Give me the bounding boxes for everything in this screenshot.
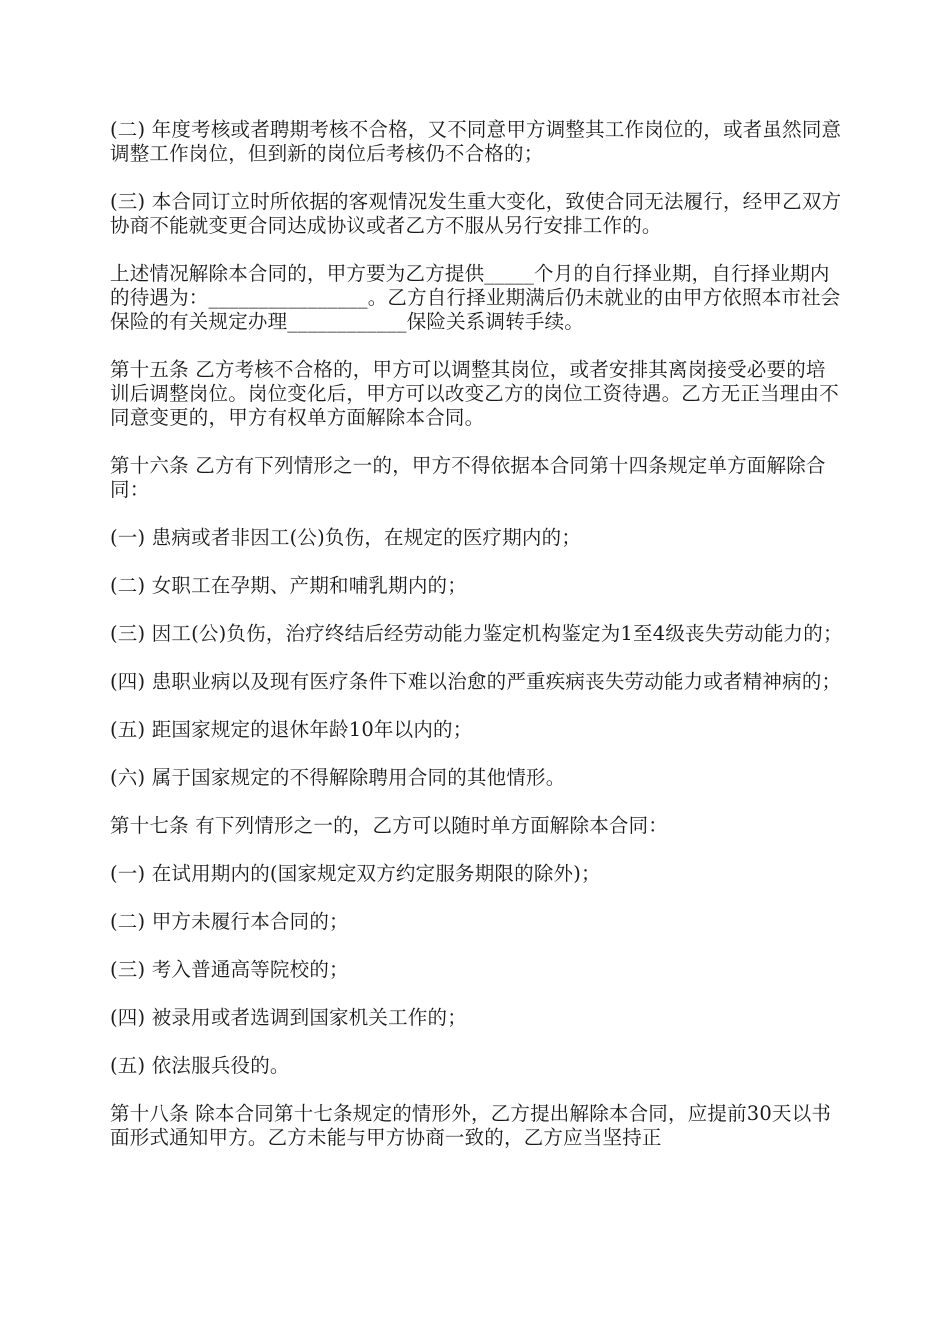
- list-item-17-4: (四) 被录用或者选调到国家机关工作的；: [110, 1006, 467, 1029]
- list-item-17-5: (五) 依法服兵役的。: [110, 1054, 290, 1077]
- paragraph-article-17: 第十七条 有下列情形之一的，乙方可以随时单方面解除本合同：: [110, 814, 668, 837]
- list-item-16-3: (三) 因工(公)负伤，治疗终结后经劳动能力鉴定机构鉴定为1至4级丧失劳动能力的；: [110, 622, 843, 645]
- paragraph-clause-3: (三) 本合同订立时所依据的客观情况发生重大变化，致使合同无法履行，经甲乙双方协商不能就变更合同达成协议或者乙方不服从另行安排工作的。: [110, 190, 842, 237]
- paragraph-article-16: 第十六条 乙方有下列情形之一的，甲方不得依据本合同第十四条规定单方面解除合同：: [110, 454, 826, 501]
- paragraph-article-18: 第十八条 除本合同第十七条规定的情形外，乙方提出解除本合同，应提前30天以书面形式通知甲方。乙方未能与甲方协商一致的，乙方应当坚持正: [110, 1102, 832, 1149]
- paragraph-self-employment-period: 上述情况解除本合同的，甲方要为乙方提供_____个月的自行择业期，自行择业期内的待遇为：________________。乙方自行择业期满后仍未就业的由甲方依照本市社会保险的有关规定办理____________保险关系调转手续。: [110, 262, 841, 333]
- list-item-17-1: (一) 在试用期内的(国家规定双方约定服务期限的除外)；: [110, 862, 601, 885]
- list-item-16-6: (六) 属于国家规定的不得解除聘用合同的其他情形。: [110, 766, 566, 789]
- paragraph-clause-2: (二) 年度考核或者聘期考核不合格，又不同意甲方调整其工作岗位的，或者虽然同意调整工作岗位，但到新的岗位后考核仍不合格的；: [110, 118, 842, 165]
- list-item-16-4: (四) 患职业病以及现有医疗条件下难以治愈的严重疾病丧失劳动能力或者精神病的；: [110, 670, 842, 693]
- list-item-17-3: (三) 考入普通高等院校的；: [110, 958, 349, 981]
- document-page: [110, 118, 845, 1174]
- list-item-16-2: (二) 女职工在孕期、产期和哺乳期内的；: [110, 574, 467, 597]
- list-item-16-1: (一) 患病或者非因工(公)负伤，在规定的医疗期内的；: [110, 526, 582, 549]
- list-item-17-2: (二) 甲方未履行本合同的；: [110, 910, 349, 933]
- list-item-16-5: (五) 距国家规定的退休年龄10年以内的；: [110, 718, 473, 741]
- paragraph-article-15: 第十五条 乙方考核不合格的，甲方可以调整其岗位，或者安排其离岗接受必要的培训后调整岗位。岗位变化后，甲方可以改变乙方的岗位工资待遇。乙方无正当理由不同意变更的，甲方有权单方面解除本合同。: [110, 358, 839, 429]
